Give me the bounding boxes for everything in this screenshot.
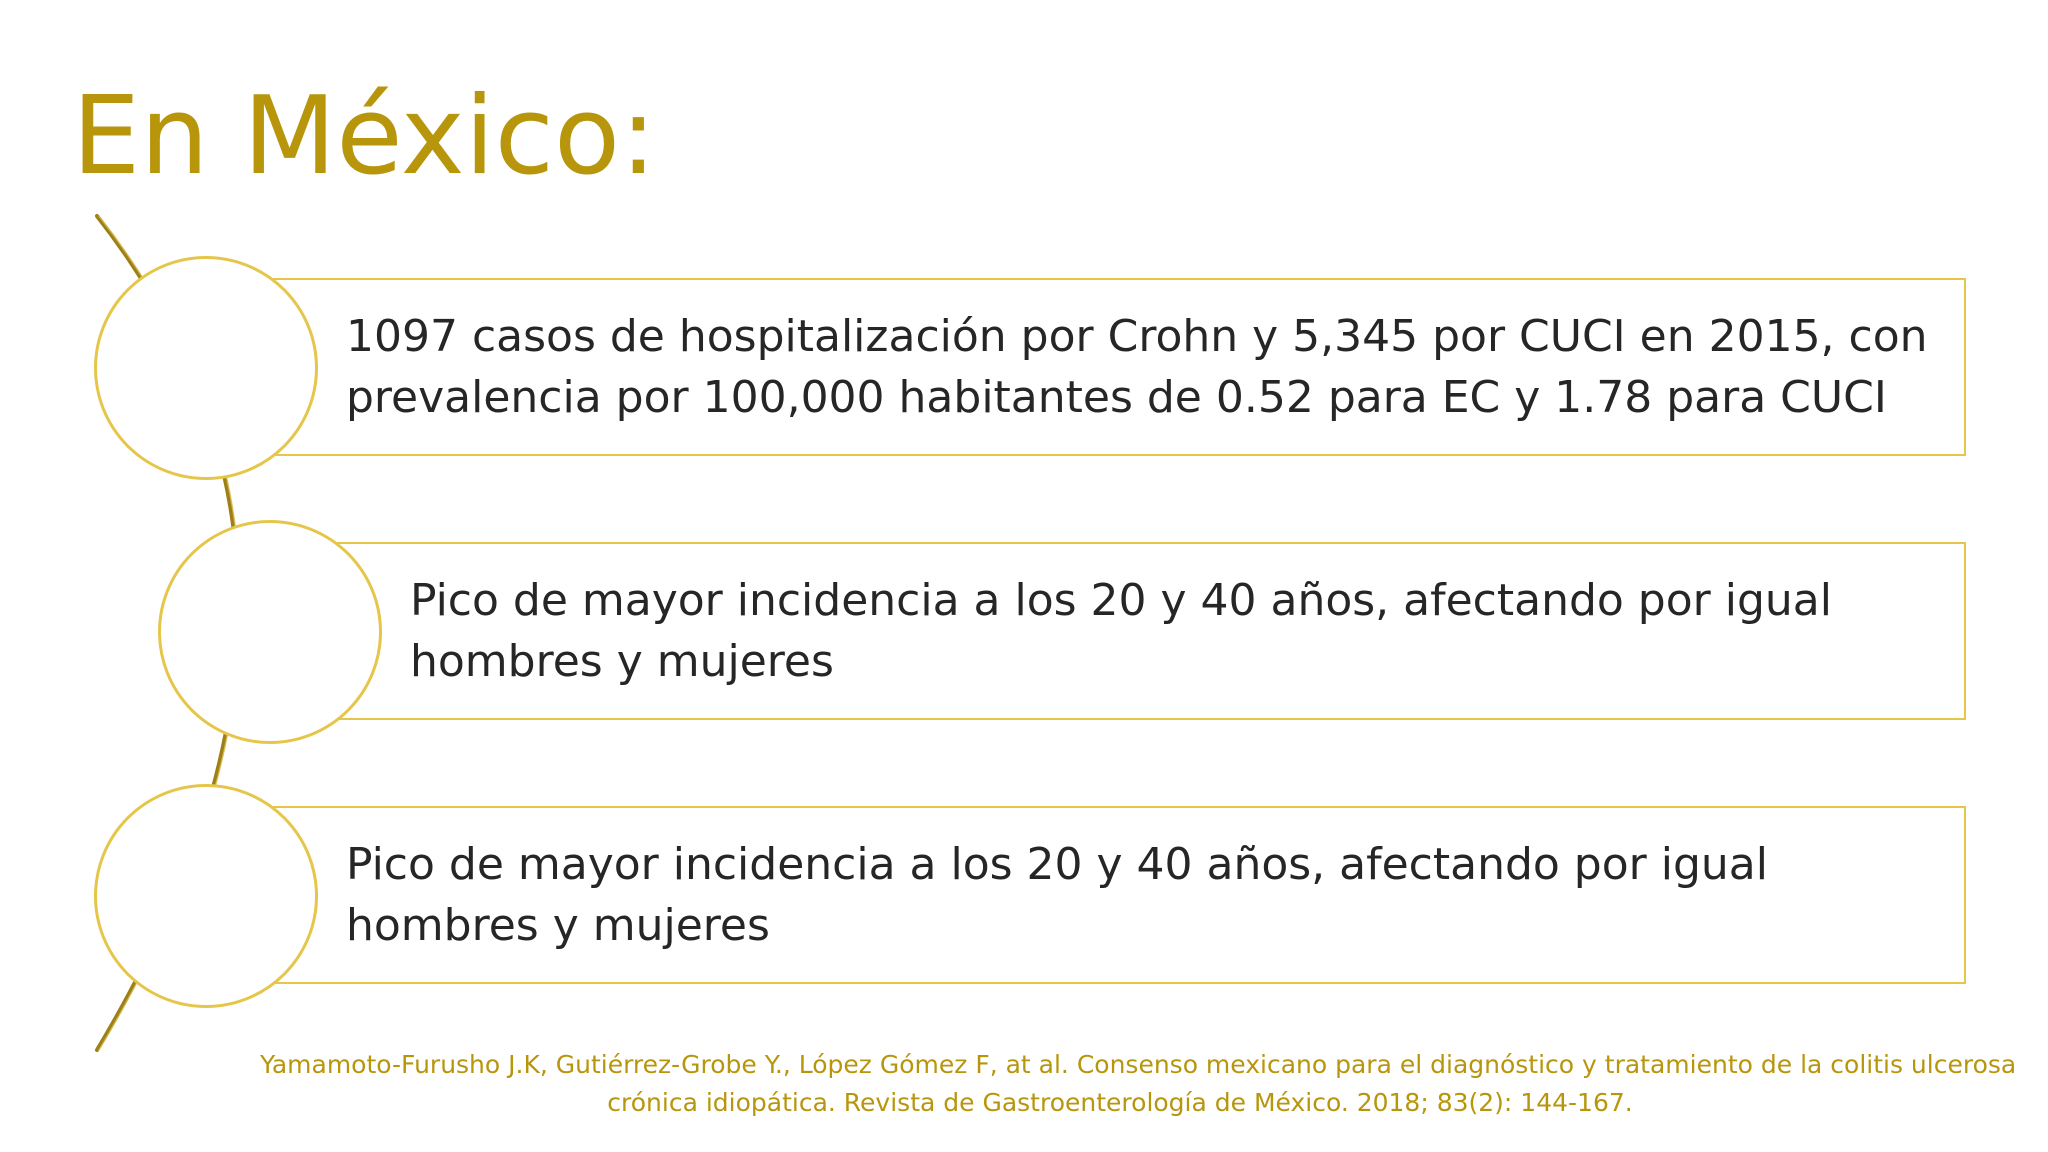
citation-line-1: Yamamoto-Furusho J.K, Gutiérrez-Grobe Y., López Gómez F, at al. Consenso mexicano para el diagnóstico y tratamiento de la colitis ulcerosa <box>260 1050 2017 1079</box>
item-circle-2 <box>158 520 382 744</box>
item-circle-1 <box>94 256 318 480</box>
citation <box>260 1046 2017 1122</box>
citation-line-2: crónica idiopática. Revista de Gastroenterología de México. 2018; 83(2): 144-167. <box>607 1088 1633 1117</box>
item-text-1: 1097 casos de hospitalización por Crohn y 5,345 por CUCI en 2015, con prevalencia por 100,000 habitantes de 0.52 para EC y 1.78 para CUCI <box>346 311 1928 423</box>
item-text-3: Pico de mayor incidencia a los 20 y 40 años, afectando por igual hombres y mujeres <box>346 839 1768 951</box>
item-text-2: Pico de mayor incidencia a los 20 y 40 años, afectando por igual hombres y mujeres <box>410 575 1832 687</box>
slide-title: En México: <box>72 74 657 199</box>
item-circle-3 <box>94 784 318 1008</box>
